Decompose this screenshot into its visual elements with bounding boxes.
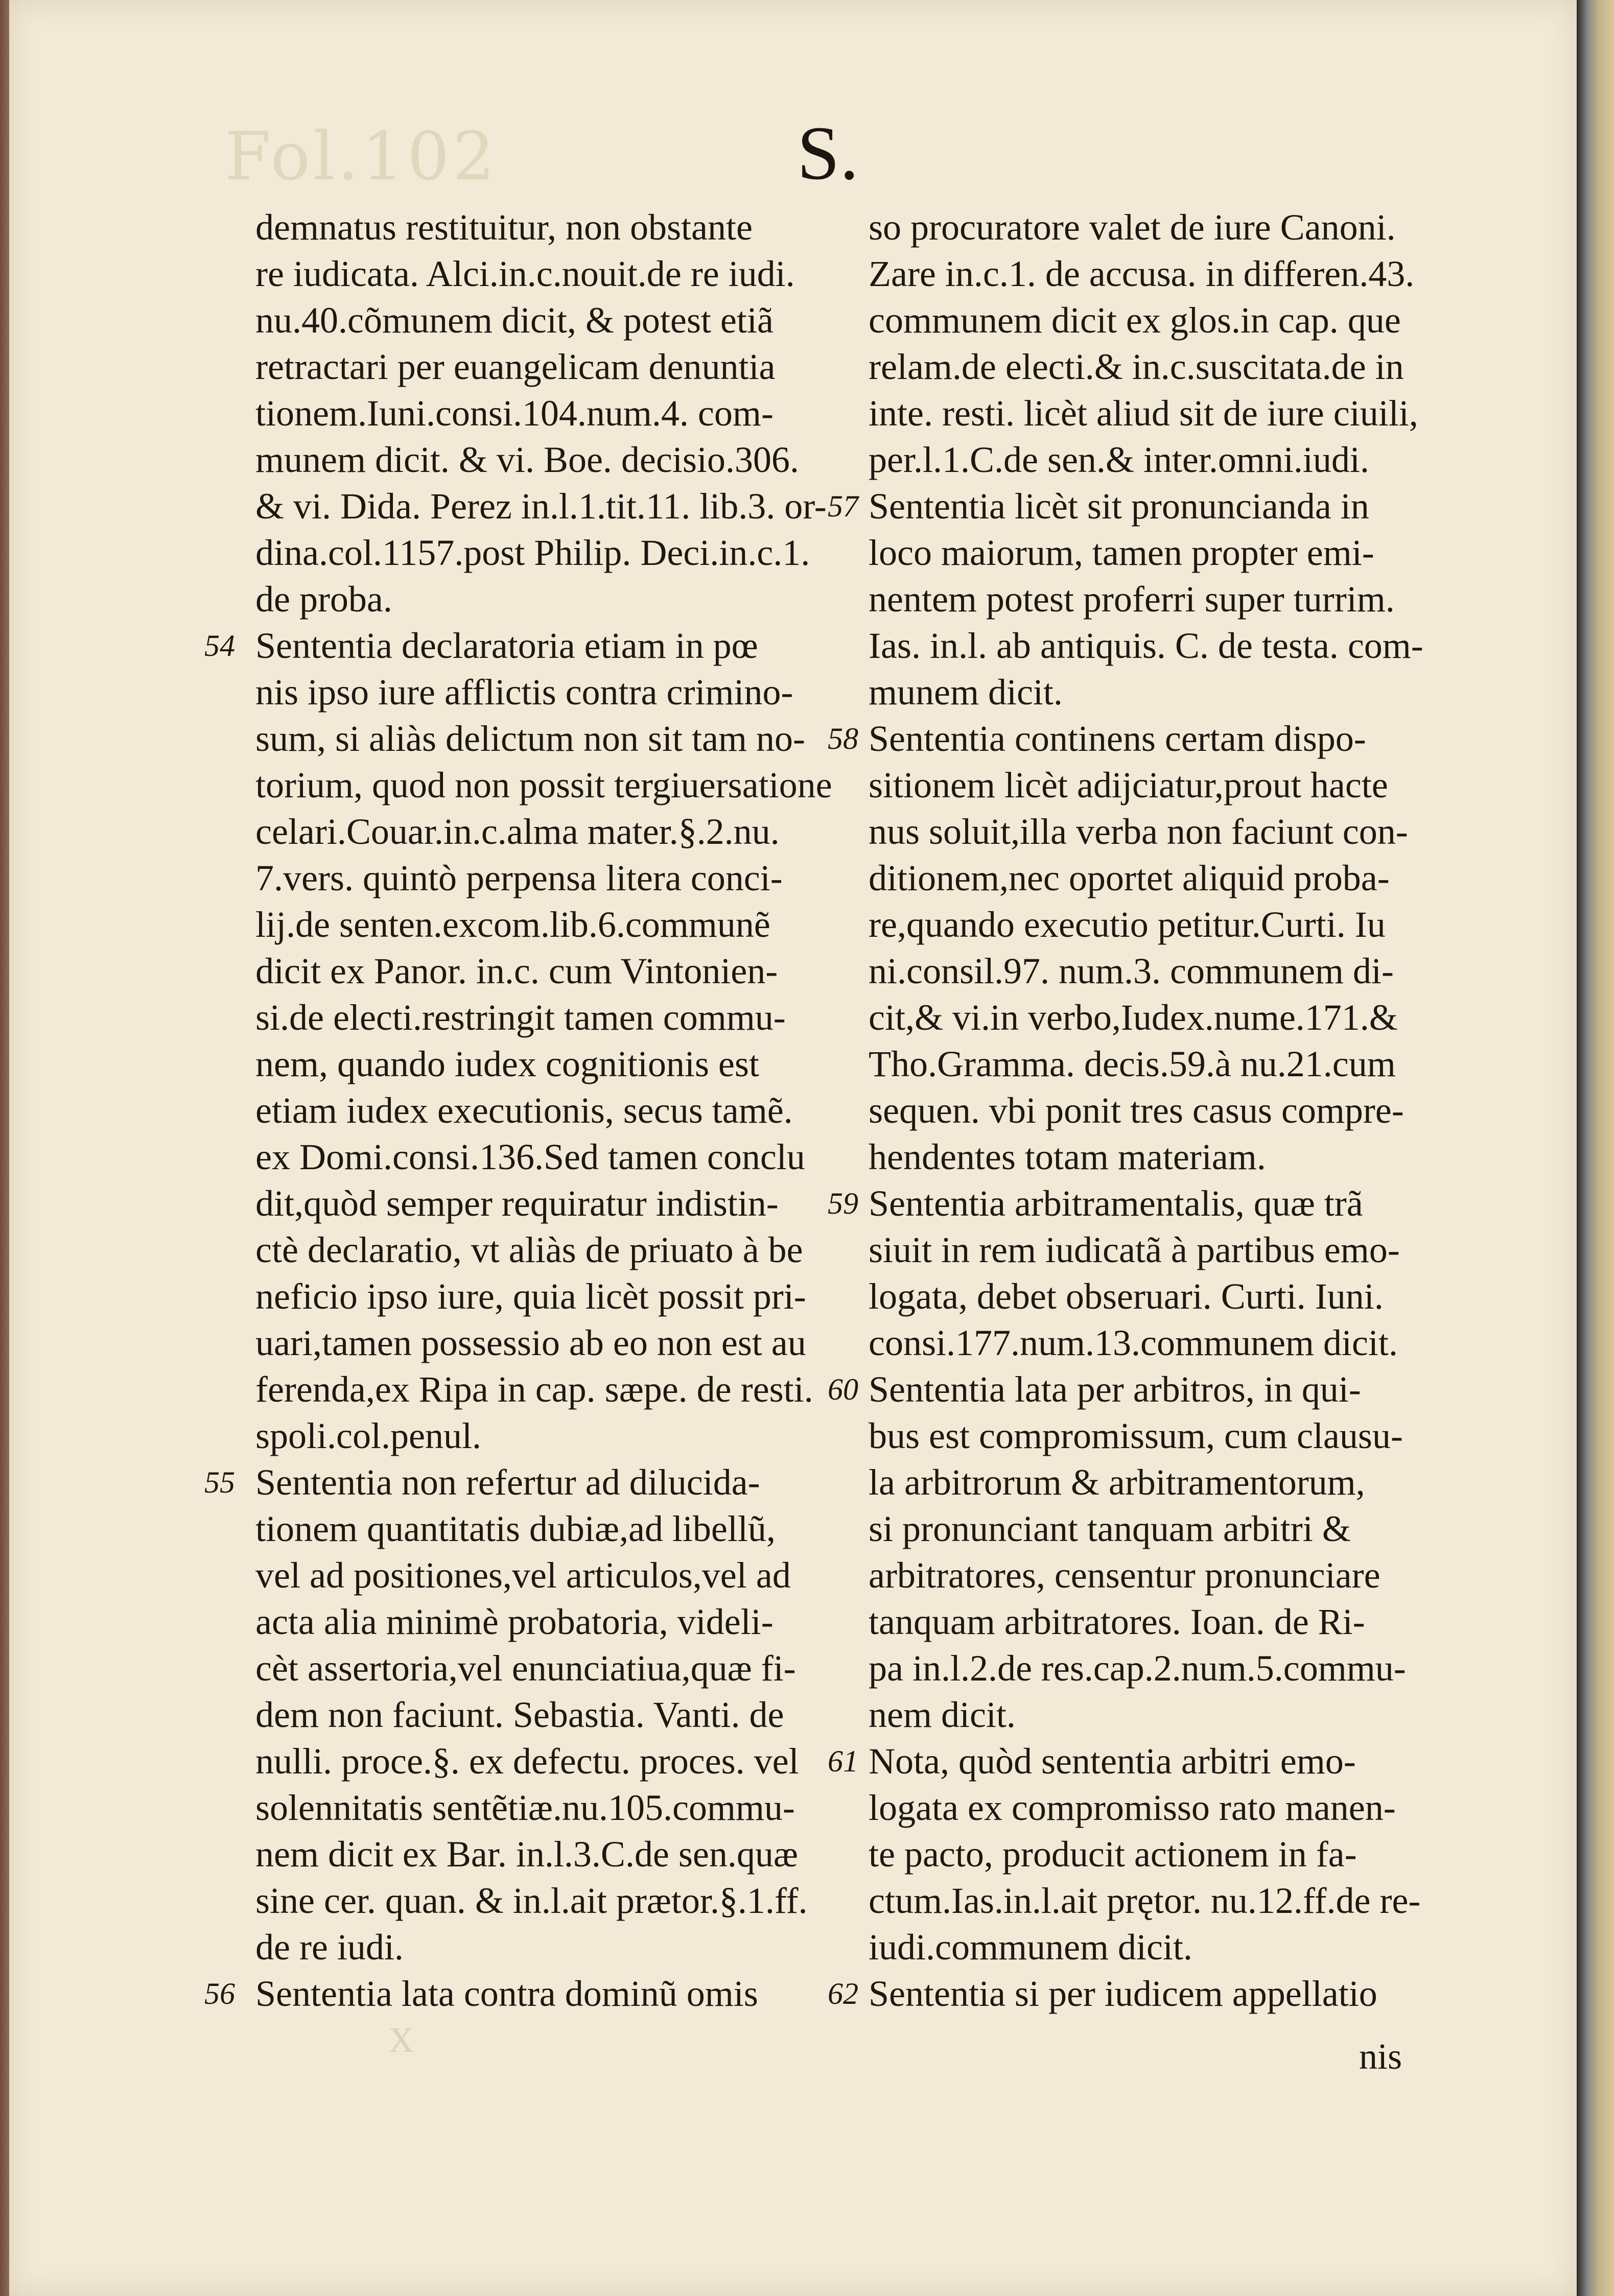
text-line: dit,quòd semper requiratur indistin-	[255, 1183, 779, 1224]
text-line: de proba.	[255, 579, 392, 620]
running-head: S.	[797, 111, 859, 196]
text-line: logata, debet obseruari. Curti. Iuni.	[869, 1276, 1384, 1317]
text-line: Ias. in.l. ab antiquis. C. de testa. com-	[869, 625, 1423, 666]
text-line: re iudicata. Alci.in.c.nouit.de re iudi.	[255, 253, 795, 294]
entry-number: 62	[828, 1977, 858, 2010]
text-line: munem dicit.	[869, 672, 1063, 713]
text-line: ctum.Ias.in.l.ait prętor. nu.12.ff.de re-	[869, 1880, 1421, 1921]
text-line: uari,tamen possessio ab eo non est au	[255, 1322, 806, 1363]
text-line: sine cer. quan. & in.l.ait prætor.§.1.ff.	[255, 1880, 808, 1921]
text-line: si.de electi.restringit tamen commu-	[255, 997, 786, 1038]
text-line: sequen. vbi ponit tres casus compre-	[869, 1090, 1404, 1131]
text-line: Sententia lata per arbitros, in qui- 60	[869, 1366, 1461, 1413]
text-line: dina.col.1157.post Philip. Deci.in.c.1.	[255, 532, 810, 573]
text-line: Sententia non refertur ad dilucida- 55	[255, 1459, 858, 1506]
text-line: sitionem licèt adijciatur,prout hacte	[869, 765, 1388, 806]
text-line: vel ad positiones,vel articulos,vel ad	[255, 1555, 791, 1596]
text-line: dicit ex Panor. in.c. cum Vintonien-	[255, 951, 778, 991]
text-line: iudi.communem dicit.	[869, 1927, 1192, 1968]
text-line: ex Domi.consi.136.Sed tamen conclu	[255, 1137, 805, 1177]
right-text-column	[828, 204, 1461, 2017]
text-line: retractari per euangelicam denuntia	[255, 346, 776, 387]
text-line: hendentes totam materiam.	[869, 1137, 1266, 1177]
text-line: ditionem,nec oportet aliquid proba-	[869, 858, 1390, 898]
text-line: acta alia minimè probatoria, videli-	[255, 1601, 774, 1642]
text-line: Zare in.c.1. de accusa. in differen.43.	[869, 253, 1415, 294]
text-line: dem non faciunt. Sebastia. Vanti. de	[255, 1694, 784, 1735]
text-line: si pronunciant tanquam arbitri &	[869, 1508, 1351, 1549]
text-line: nus soluit,illa verba non faciunt con-	[869, 811, 1408, 852]
left-text-column	[204, 204, 858, 2017]
text-line: relam.de electi.& in.c.suscitata.de in	[869, 346, 1404, 387]
text-line: re,quando executio petitur.Curti. Iu	[869, 904, 1386, 945]
folio-showthrough: Fol.102	[225, 117, 498, 195]
text-line: de re iudi.	[255, 1927, 404, 1968]
entry-number: 58	[828, 722, 858, 755]
text-line: etiam iudex executionis, secus tamẽ.	[255, 1090, 793, 1131]
signature-showthrough: X	[388, 2021, 414, 2060]
entry-number: 56	[204, 1977, 235, 2010]
text-line: Sententia si per iudicem appellatio 62	[869, 1971, 1461, 2017]
text-line: bus est compromissum, cum clausu-	[869, 1415, 1403, 1456]
text-line: communem dicit ex glos.in cap. que	[869, 300, 1401, 341]
text-line: neficio ipso iure, quia licèt possit pri-	[255, 1276, 806, 1317]
text-line: loco maiorum, tamen propter emi-	[869, 532, 1374, 573]
entry-number: 61	[828, 1744, 858, 1778]
text-line: nulli. proce.§. ex defectu. proces. vel	[255, 1741, 799, 1782]
entry-number: 57	[828, 489, 858, 523]
text-line: nis ipso iure afflictis contra crimino-	[255, 672, 793, 713]
text-line: nem dicit ex Bar. in.l.3.C.de sen.quæ	[255, 1834, 798, 1875]
text-line: torium, quod non possit tergiuersatione	[255, 765, 832, 806]
text-line: cèt assertoria,vel enunciatiua,quæ fi-	[255, 1648, 796, 1689]
text-line: celari.Couar.in.c.alma mater.§.2.nu.	[255, 811, 780, 852]
text-line: & vi. Dida. Perez in.l.1.tit.11. lib.3. or-	[255, 486, 827, 527]
entry-number: 60	[828, 1372, 858, 1406]
text-line: spoli.col.penul.	[255, 1415, 481, 1456]
text-line: tionem quantitatis dubiæ,ad libellũ,	[255, 1508, 776, 1549]
text-line: nem, quando iudex cognitionis est	[255, 1044, 759, 1084]
text-line: Nota, quòd sententia arbitri emo- 61	[869, 1738, 1461, 1785]
text-line: cit,& vi.in verbo,Iudex.nume.171.&	[869, 997, 1398, 1038]
text-line: ctè declaratio, vt aliàs de priuato à be	[255, 1229, 803, 1270]
catchword: nis	[1359, 2036, 1402, 2077]
text-line: ferenda,ex Ripa in cap. sæpe. de resti.	[255, 1369, 813, 1410]
text-line: per.l.1.C.de sen.& inter.omni.iudi.	[869, 439, 1369, 480]
text-line: nem dicit.	[869, 1694, 1016, 1735]
text-line: lij.de senten.excom.lib.6.communẽ	[255, 904, 770, 945]
text-line: Sententia declaratoria etiam in pœ 54	[255, 623, 858, 669]
text-line: demnatus restituitur, non obstante	[255, 207, 753, 248]
text-line: la arbitrorum & arbitramentorum,	[869, 1462, 1365, 1503]
text-line: solennitatis sentẽtiæ.nu.105.commu-	[255, 1787, 795, 1828]
text-line: Tho.Gramma. decis.59.à nu.21.cum	[869, 1044, 1396, 1084]
text-line: nentem potest proferri super turrim.	[869, 579, 1395, 620]
entry-number: 59	[828, 1187, 858, 1220]
page-edge-right	[1577, 0, 1614, 2296]
text-line: pa in.l.2.de res.cap.2.num.5.commu-	[869, 1648, 1406, 1689]
text-line: Sententia continens certam dispo- 58	[869, 716, 1461, 762]
text-line: te pacto, producit actionem in fa-	[869, 1834, 1357, 1875]
text-line: inte. resti. licèt aliud sit de iure ciuili,	[869, 393, 1418, 434]
text-line: 7.vers. quintò perpensa litera conci-	[255, 858, 783, 898]
text-line: ni.consil.97. num.3. communem di-	[869, 951, 1394, 991]
text-line: munem dicit. & vi. Boe. decisio.306.	[255, 439, 799, 480]
text-line: siuit in rem iudicatã à partibus emo-	[869, 1229, 1400, 1270]
text-line: so procuratore valet de iure Canoni.	[869, 207, 1396, 248]
text-line: nu.40.cõmunem dicit, & potest etiã	[255, 300, 774, 341]
text-line: sum, si aliàs delictum non sit tam no-	[255, 718, 805, 759]
text-line: Sententia licèt sit pronuncianda in 57	[869, 483, 1461, 530]
text-line: tionem.Iuni.consi.104.num.4. com-	[255, 393, 774, 434]
text-line: tanquam arbitratores. Ioan. de Ri-	[869, 1601, 1365, 1642]
text-line: consi.177.num.13.communem dicit.	[869, 1322, 1398, 1363]
text-line: Sententia arbitramentalis, quæ trã 59	[869, 1180, 1461, 1227]
text-line: Sententia lata contra dominũ omis 56	[255, 1971, 858, 2017]
text-line: logata ex compromisso rato manen-	[869, 1787, 1396, 1828]
entry-number: 54	[204, 629, 235, 662]
text-line: arbitratores, censentur pronunciare	[869, 1555, 1381, 1596]
entry-number: 55	[204, 1465, 235, 1499]
